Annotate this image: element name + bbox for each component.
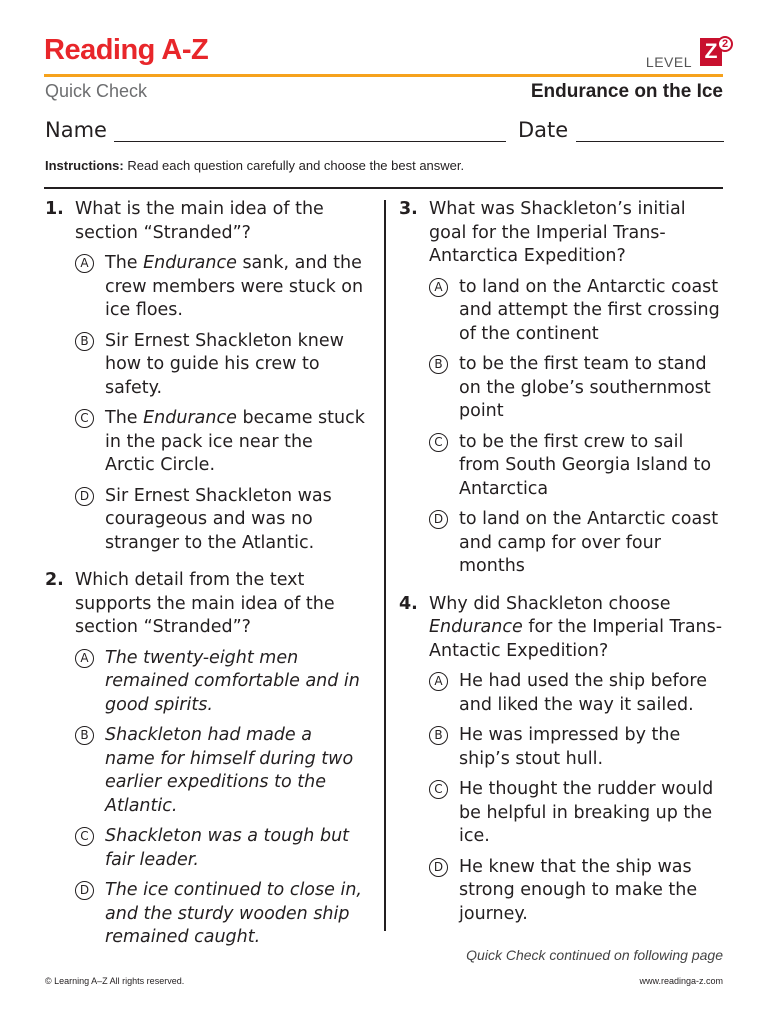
answer-text: He was impressed by the ship’s stout hull. xyxy=(459,725,681,769)
answer-text: The twenty-eight men remained comfortable and in good spirits. xyxy=(105,647,360,715)
left-column xyxy=(45,198,365,958)
answer-bubble[interactable]: D xyxy=(75,487,94,506)
answer-text: The ice continued to close in, and the sturdy wooden ship remained caught. xyxy=(105,880,362,947)
level-superscript: 2 xyxy=(717,36,733,52)
name-label: Name xyxy=(45,118,107,142)
answer-bubble[interactable]: D xyxy=(429,858,448,877)
question-4 xyxy=(399,593,724,927)
section-label: Quick Check xyxy=(45,81,148,101)
question-stem xyxy=(399,198,724,269)
website-link[interactable]: www.readinga-z.com xyxy=(639,976,723,986)
copyright-text: © Learning A–Z All rights reserved. xyxy=(45,976,185,986)
column-divider xyxy=(384,200,386,931)
answer-text: to land on the Antarctic coast and attempt the first crossing of the continent xyxy=(459,276,720,344)
answer-option-c[interactable] xyxy=(429,431,724,502)
question-number: 4. xyxy=(399,593,418,614)
question-number: 3. xyxy=(399,199,418,219)
answer-text: The Endurance became stuck in the pack ice near the Arctic Circle. xyxy=(105,408,365,475)
book-title: Endurance on the Ice xyxy=(530,81,723,102)
answer-text: to be the first team to stand on the globe’s southernmost point xyxy=(459,354,711,421)
reading-az-logo: Reading A-Z xyxy=(44,34,209,66)
level-badge xyxy=(700,38,729,66)
answer-option-a[interactable] xyxy=(429,276,724,347)
answer-option-a[interactable] xyxy=(75,647,365,718)
level-indicator xyxy=(645,38,729,70)
right-column xyxy=(399,198,724,934)
answer-bubble[interactable]: A xyxy=(75,254,94,273)
answer-text: Sir Ernest Shackleton was courageous and was no stranger to the Atlantic. xyxy=(105,485,332,553)
answer-text: to land on the Antarctic coast and camp for over four months xyxy=(459,509,719,576)
answer-option-c[interactable] xyxy=(429,778,724,849)
answer-bubble[interactable]: B xyxy=(429,726,448,745)
date-field[interactable] xyxy=(576,119,724,142)
question-3 xyxy=(399,198,724,579)
answer-bubble[interactable]: C xyxy=(75,409,94,428)
header-rule xyxy=(44,74,723,77)
question-stem xyxy=(45,198,365,245)
answer-text: Shackleton had made a name for himself during two earlier expeditions to the Atlantic. xyxy=(105,725,354,816)
answer-option-b[interactable] xyxy=(75,724,365,818)
answer-text: The Endurance sank, and the crew members were stuck on ice floes. xyxy=(105,253,364,320)
answer-bubble[interactable]: C xyxy=(429,780,448,799)
answer-bubble[interactable]: C xyxy=(429,433,448,452)
name-field[interactable] xyxy=(114,119,506,142)
answer-bubble[interactable]: B xyxy=(75,332,94,351)
answer-option-c[interactable] xyxy=(75,407,365,478)
answer-option-c[interactable] xyxy=(75,825,365,872)
question-1 xyxy=(45,198,365,555)
instructions-rule xyxy=(44,187,723,189)
question-text: Why did Shackleton choose Endurance for the Imperial Trans-Antactic Expedition? xyxy=(429,593,723,661)
answer-bubble[interactable]: A xyxy=(429,278,448,297)
answer-text: He knew that the ship was strong enough to make the journey. xyxy=(459,856,698,924)
answer-option-b[interactable] xyxy=(429,353,724,424)
continued-note: Quick Check continued on following page xyxy=(466,947,723,963)
answer-option-d[interactable] xyxy=(429,508,724,579)
level-letter: Z xyxy=(704,40,718,63)
question-stem xyxy=(399,593,724,664)
instructions-label: Instructions: xyxy=(45,158,124,173)
answer-option-d[interactable] xyxy=(429,856,724,927)
answer-bubble[interactable]: B xyxy=(75,726,94,745)
answer-bubble[interactable]: C xyxy=(75,827,94,846)
question-text: Which detail from the text supports the main idea of the section “Stranded”? xyxy=(75,570,335,637)
answer-option-b[interactable] xyxy=(429,724,724,771)
answer-option-d[interactable] xyxy=(75,879,365,950)
level-label: LEVEL xyxy=(645,54,692,70)
answer-text: Shackleton was a tough but fair leader. xyxy=(105,826,350,870)
answer-text: to be the first crew to sail from South Georgia Island to Antarctica xyxy=(459,431,712,499)
answer-option-a[interactable] xyxy=(75,252,365,323)
answer-bubble[interactable]: B xyxy=(429,355,448,374)
answer-option-a[interactable] xyxy=(429,670,724,717)
question-2 xyxy=(45,569,365,950)
answer-text: He had used the ship before and liked the way it sailed. xyxy=(459,671,707,715)
answer-option-d[interactable] xyxy=(75,485,365,556)
question-stem xyxy=(45,569,365,640)
instructions xyxy=(45,158,464,173)
instructions-text: Read each question carefully and choose the best answer. xyxy=(123,158,465,173)
question-text: What is the main idea of the section “Stranded”? xyxy=(75,199,324,243)
date-label: Date xyxy=(517,118,569,142)
answer-bubble[interactable]: D xyxy=(429,510,448,529)
name-date-row xyxy=(45,118,724,142)
question-text: What was Shackleton’s initial goal for the Imperial Trans-Antarctica Expedition? xyxy=(429,199,686,266)
answer-option-b[interactable] xyxy=(75,330,365,401)
question-number: 1. xyxy=(45,199,64,219)
question-number: 2. xyxy=(45,570,64,590)
answer-bubble[interactable]: D xyxy=(75,881,94,900)
answer-text: He thought the rudder would be helpful in breaking up the ice. xyxy=(459,779,714,846)
answer-bubble[interactable]: A xyxy=(429,672,448,691)
answer-bubble[interactable]: A xyxy=(75,649,94,668)
answer-text: Sir Ernest Shackleton knew how to guide his crew to safety. xyxy=(105,330,344,398)
